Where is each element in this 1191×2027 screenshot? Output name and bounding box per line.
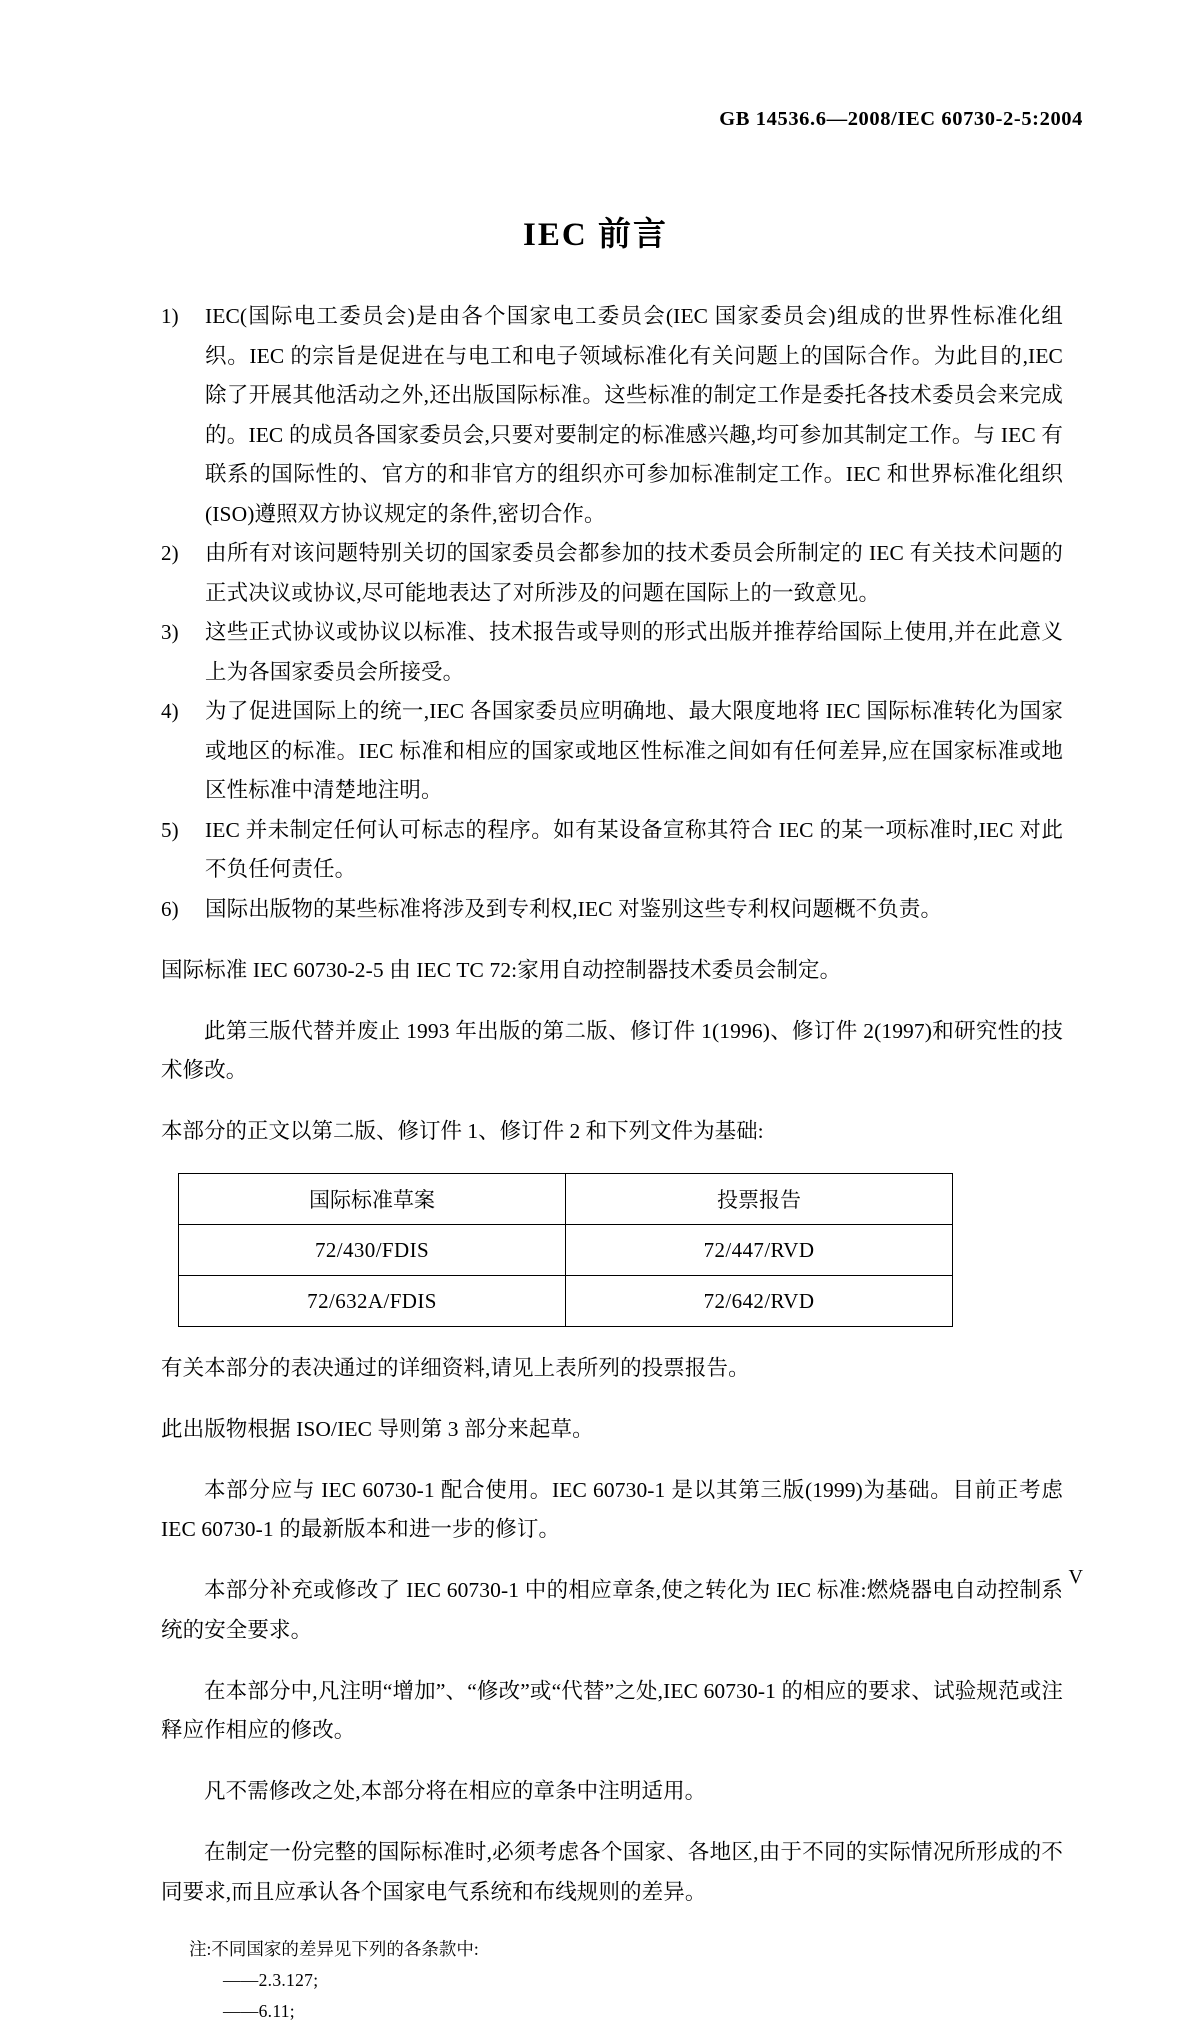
table-header-cell-report: 投票报告 xyxy=(566,1174,953,1225)
page-number: V xyxy=(1068,1566,1083,1588)
list-item-text: 这些正式协议或协议以标准、技术报告或导则的形式出版并推荐给国际上使用,并在此意义上为各国家委员会所接受。 xyxy=(205,620,1063,684)
list-item-text: IEC(国际电工委员会)是由各个国家电工委员会(IEC 国家委员会)组成的世界性标准化组织。IEC 的宗旨是促进在与电工和电子领域标准化有关问题上的国际合作。为此目的,IEC 除了开展其他活动之外,还出版国际标准。这些标准的制定工作是委托各技术委员会来完成的。IEC 的成员各国家委员会,只要对要制定的标准感兴趣,均可参加其制定工作。与 IEC 有联系的国际性的、官方的和非官方的组织亦可参加标准制定工作。IEC 和世界标准化组织(ISO)遵照双方协议规定的条件,密切合作。 xyxy=(205,304,1063,526)
table-cell-draft: 72/632A/FDIS xyxy=(179,1276,566,1327)
paragraph-no-modification: 凡不需修改之处,本部分将在相应的章条中注明适用。 xyxy=(204,1779,707,1803)
list-item xyxy=(128,613,1063,692)
note-heading: 注:不同国家的差异见下列的各条款中: xyxy=(189,1938,479,1959)
paragraph-supplements: 本部分补充或修改了 IEC 60730-1 中的相应章条,使之转化为 IEC 标准:燃烧器电自动控制系统的安全要求。 xyxy=(161,1578,1063,1642)
list-item-marker: 2) xyxy=(161,541,179,565)
notes-block xyxy=(161,1934,1063,2027)
list-item-text: IEC 并未制定任何认可标志的程序。如有某设备宣称其符合 IEC 的某一项标准时,IEC 对此不负任何责任。 xyxy=(205,817,1063,881)
iec-foreword-list xyxy=(128,297,1063,929)
paragraph-use-with: 本部分应与 IEC 60730-1 配合使用。IEC 60730-1 是以其第三版(1999)为基础。目前正考虑 IEC 60730-1 的最新版本和进一步的修订。 xyxy=(161,1477,1063,1541)
paragraph-drafted-per: 此出版物根据 ISO/IEC 导则第 3 部分来起草。 xyxy=(161,1416,594,1441)
list-item xyxy=(128,811,1063,890)
list-item-text: 国际出版物的某些标准将涉及到专利权,IEC 对鉴别这些专利权问题概不负责。 xyxy=(205,896,943,921)
list-item-marker: 5) xyxy=(161,817,179,842)
table-cell-report: 72/642/RVD xyxy=(566,1276,953,1327)
list-item xyxy=(128,890,1063,930)
page-title: IEC 前言 xyxy=(523,217,668,253)
paragraph-vote-detail: 有关本部分的表决通过的详细资料,请见上表所列的投票报告。 xyxy=(161,1355,750,1380)
table-cell-report: 72/447/RVD xyxy=(566,1225,953,1276)
note-item: ——6.11; xyxy=(223,2000,295,2021)
paragraph-third-edition: 此第三版代替并废止 1993 年出版的第二版、修订件 1(1996)、修订件 2(1997)和研究性的技术修改。 xyxy=(161,1018,1063,1082)
paragraph-national-diff: 在制定一份完整的国际标准时,必须考虑各个国家、各地区,由于不同的实际情况所形成的不同要求,而且应承认各个国家电气系统和布线规则的差异。 xyxy=(161,1840,1063,1904)
list-item-marker: 3) xyxy=(161,620,179,644)
page-content xyxy=(128,297,1063,2027)
paragraph-annotations: 在本部分中,凡注明“增加”、“修改”或“代替”之处,IEC 60730-1 的相应的要求、试验规范或注释应作相应的修改。 xyxy=(161,1678,1063,1742)
note-item: ——2.3.127; xyxy=(223,1969,319,1990)
list-item-text: 由所有对该问题特别关切的国家委员会都参加的技术委员会所制定的 IEC 有关技术问题的正式决议或协议,尽可能地表达了对所涉及的问题在国际上的一致意见。 xyxy=(205,541,1063,605)
source-documents-table xyxy=(178,1173,953,1327)
table-cell-draft: 72/430/FDIS xyxy=(179,1225,566,1276)
list-item-marker: 4) xyxy=(161,699,179,723)
table-row xyxy=(179,1276,953,1327)
list-item-text: 为了促进国际上的统一,IEC 各国家委员应明确地、最大限度地将 IEC 国际标准转化为国家或地区的标准。IEC 标准和相应的国家或地区性标准之间如有任何差异,应在国家标准或地区性标准中清楚地注明。 xyxy=(205,699,1063,802)
list-item xyxy=(128,692,1063,811)
paragraph-tc-origin: 国际标准 IEC 60730-2-5 由 IEC TC 72:家用自动控制器技术委员会制定。 xyxy=(161,957,842,982)
paragraph-basis-intro: 本部分的正文以第二版、修订件 1、修订件 2 和下列文件为基础: xyxy=(161,1119,764,1143)
list-item xyxy=(128,534,1063,613)
list-item-marker: 6) xyxy=(161,896,179,921)
table-row xyxy=(179,1225,953,1276)
table-header-row xyxy=(179,1174,953,1225)
list-item xyxy=(128,297,1063,534)
page-header-standard-ref: GB 14536.6—2008/IEC 60730-2-5:2004 xyxy=(719,108,1083,130)
list-item-marker: 1) xyxy=(161,304,179,328)
table-header-cell-draft: 国际标准草案 xyxy=(179,1174,566,1225)
